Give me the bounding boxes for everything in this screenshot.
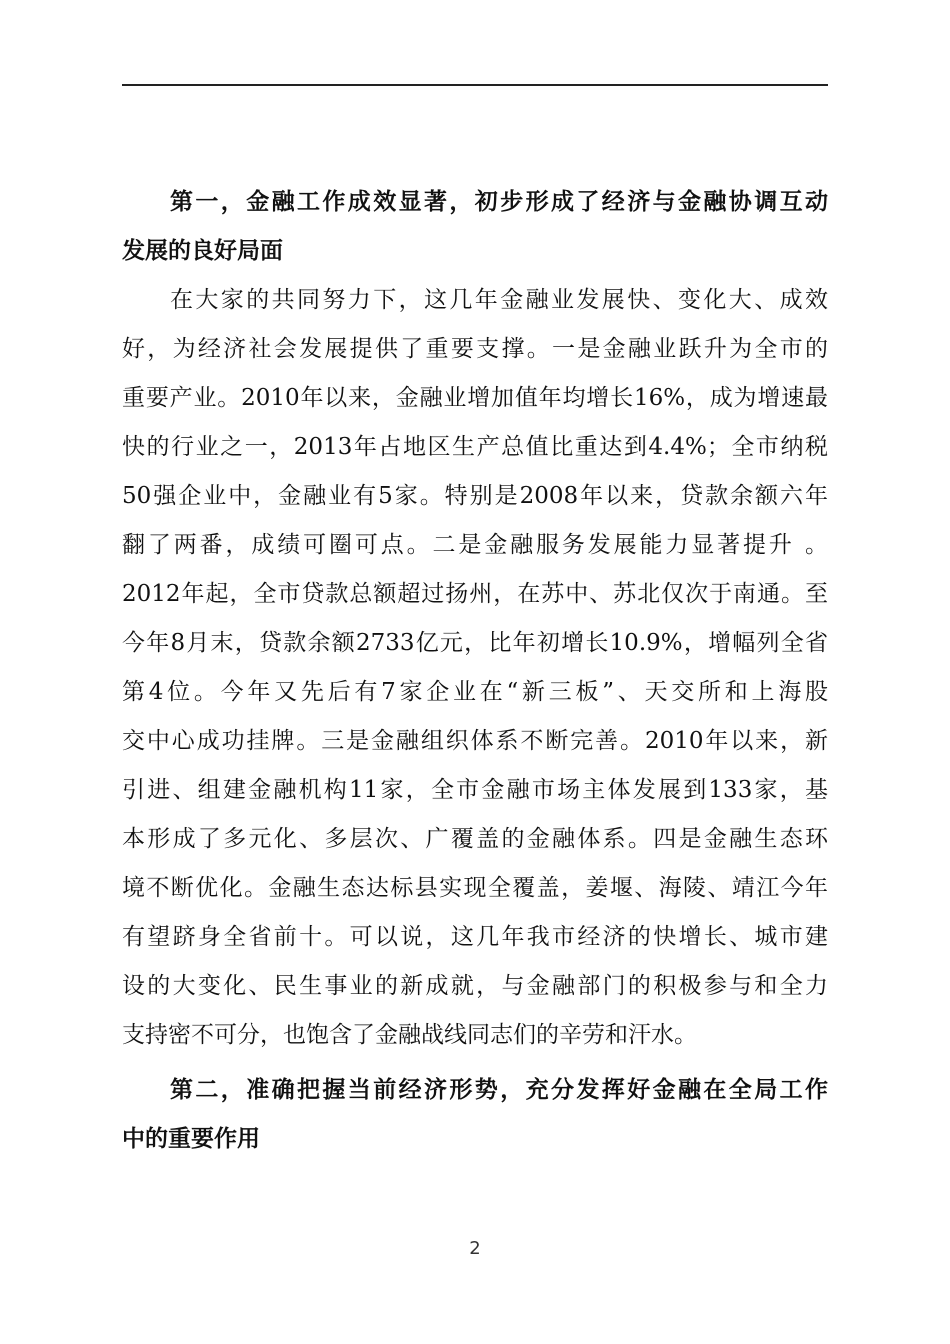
paragraph-line: 好，为经济社会发展提供了重要支撑。一是金融业跃升为全市的 [122, 336, 828, 362]
heading-line: 中的重要作用 [122, 1126, 260, 1152]
paragraph-line: 快的行业之一，2013年占地区生产总值比重达到4.4%；全市纳税 [122, 434, 828, 460]
paragraph-line: 交中心成功挂牌。三是金融组织体系不断完善。2010年以来，新 [122, 728, 828, 754]
paragraph-line: 今年8月末，贷款余额2733亿元，比年初增长10.9%，增幅列全省 [122, 630, 828, 656]
paragraph-line: 第4位。今年又先后有7家企业在“新三板”、天交所和上海股 [122, 679, 828, 705]
paragraph-line: 有望跻身全省前十。可以说，这几年我市经济的快增长、城市建 [122, 924, 828, 950]
paragraph-line: 50强企业中，金融业有5家。特别是2008年以来，贷款余额六年 [122, 483, 828, 509]
paragraph-line: 境不断优化。金融生态达标县实现全覆盖，姜堰、海陵、靖江今年 [122, 875, 828, 901]
section-heading-2 [122, 1066, 828, 1164]
paragraph-line: 本形成了多元化、多层次、广覆盖的金融体系。四是金融生态环 [122, 826, 828, 852]
section-heading-1 [122, 178, 828, 276]
paragraph-line: 在大家的共同努力下，这几年金融业发展快、变化大、成效 [170, 287, 828, 313]
paragraph-line: 支持密不可分，也饱含了金融战线同志们的辛劳和汗水。 [122, 1022, 697, 1048]
heading-line: 第二，准确把握当前经济形势，充分发挥好金融在全局工作 [170, 1077, 828, 1103]
document-body [122, 178, 828, 1164]
heading-line: 第一，金融工作成效显著，初步形成了经济与金融协调互动 [170, 189, 828, 215]
header-rule [122, 84, 828, 86]
paragraph-1 [122, 276, 828, 1060]
paragraph-line: 2012年起，全市贷款总额超过扬州，在苏中、苏北仅次于南通。至 [122, 581, 828, 607]
page-number: 2 [469, 1238, 481, 1259]
heading-line: 发展的良好局面 [122, 238, 283, 264]
paragraph-line: 重要产业。2010年以来，金融业增加值年均增长16%，成为增速最 [122, 385, 828, 411]
paragraph-line: 翻了两番，成绩可圈可点。二是金融服务发展能力显著提升 。 [122, 532, 828, 558]
paragraph-line: 设的大变化、民生事业的新成就，与金融部门的积极参与和全力 [122, 973, 828, 999]
paragraph-line: 引进、组建金融机构11家，全市金融市场主体发展到133家，基 [122, 777, 828, 803]
